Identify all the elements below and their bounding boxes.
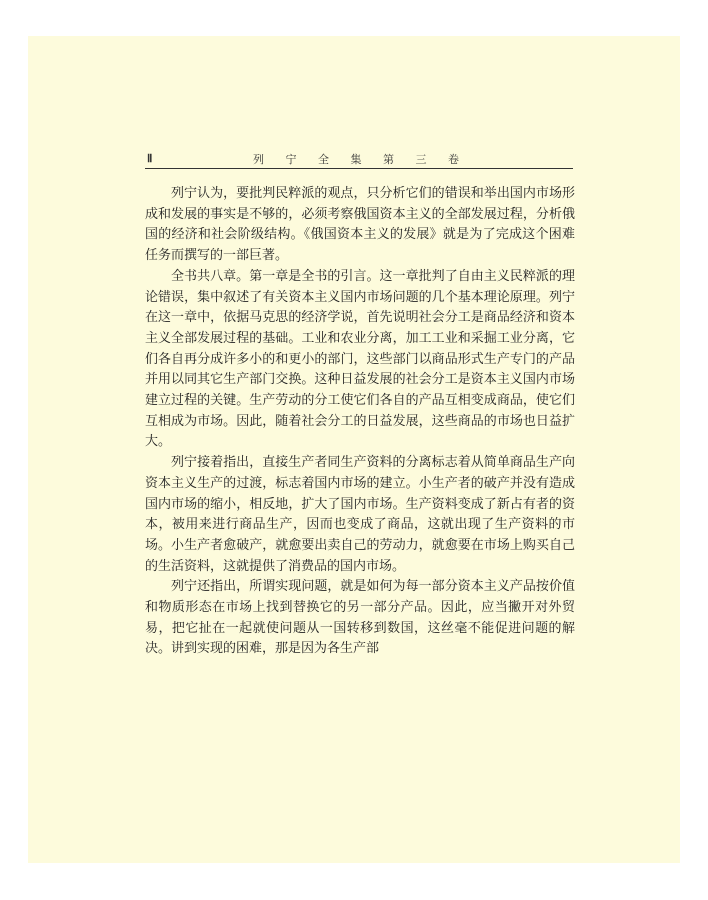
paragraph: 列宁认为，要批判民粹派的观点，只分析它们的错误和举出国内市场形成和发展的事实是不够的，必须考察俄国资本主义的全部发展过程，分析俄国的经济和社会阶级结构。《俄国资本主义的发展》就是为了完成这个困难任务而撰写的一部巨著。 <box>145 186 575 264</box>
running-title: 列 宁 全 集 第 三 卷 <box>253 153 465 166</box>
body-text <box>145 184 575 660</box>
page-number: Ⅱ <box>147 153 153 165</box>
paragraph: 列宁接着指出，直接生产者同生产资料的分离标志着从简单商品生产向资本主义生产的过渡，标志着国内市场的建立。小生产者的破产并没有造成国内市场的缩小，相反地，扩大了国内市场。生产资料变成了新占有者的资本，被用来进行商品生产，因而也变成了商品，这就出现了生产资料的市场。小生产者愈破产，就愈要出卖自己的劳动力，就愈要在市场上购买自己的生活资料，这就提供了消费品的国内市场。 <box>145 455 575 574</box>
paragraph: 列宁还指出，所谓实现问题，就是如何为每一部分资本主义产品按价值和物质形态在市场上找到替换它的另一部分产品。因此，应当撇开对外贸易，把它扯在一起就使问题从一国转移到数国，这丝毫不能促进问题的解决。讲到实现的困难，那是因为各生产部 <box>145 579 575 657</box>
paragraph: 全书共八章。第一章是全书的引言。这一章批判了自由主义民粹派的理论错误，集中叙述了有关资本主义国内市场问题的几个基本理论原理。列宁在这一章中，依据马克思的经济学说，首先说明社会分工是商品经济和资本主义全部发展过程的基础。工业和农业分离，加工工业和采掘工业分离，它们各自再分成许多小的和更小的部门，这些部门以商品形式生产专门的产品并用以同其它生产部门交换。这种日益发展的社会分工是资本主义国内市场建立过程的关键。生产劳动的分工使它们各自的产品互相变成商品，使它们互相成为市场。因此，随着社会分工的日益发展，这些商品的市场也日益扩大。 <box>145 268 575 450</box>
page-header <box>145 151 573 169</box>
